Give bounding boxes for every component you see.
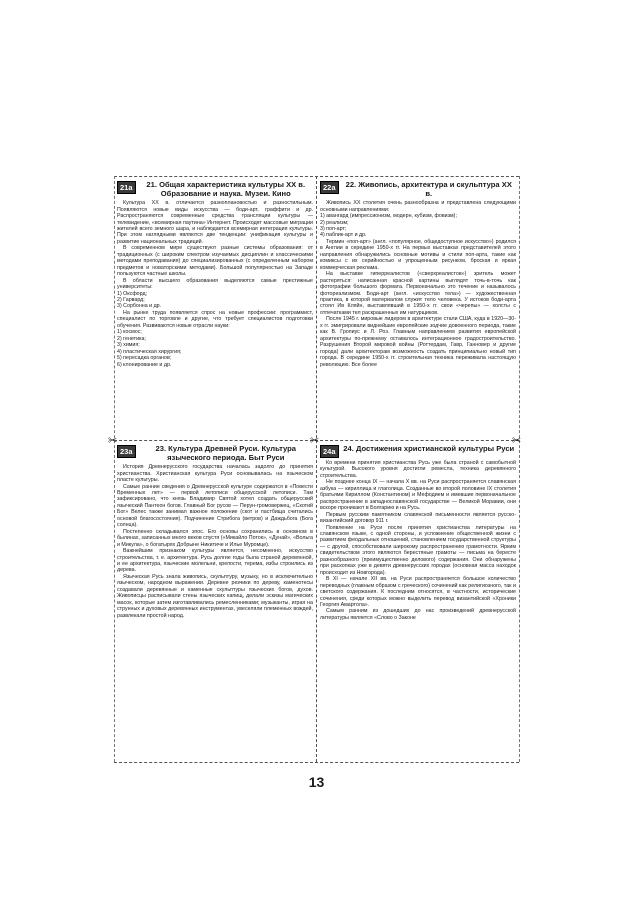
cut-line-bottom	[114, 762, 519, 763]
card-body	[320, 460, 516, 621]
paragraph: После 1945 г. мировые лидером в архитектуре стали США, куда в 1920—30-х гг. эмигрировали виднейшие европейские зодчие довоенного периода, такие как В. Гропиус и Л. Роэ. Главным направлением развития европейской архитектуры по-прежнему оставалось интеграционное градостроительство. Разрушения Второй мировой войны (Роттердам, Гавр, Ганновер и другие города) дали архитекторам возможность создать принципиально новый тип города. В середине 1950-х гг. строительная техника переживала настоящую революцию. Все более	[320, 316, 516, 368]
card-body	[117, 464, 313, 619]
cut-line-right	[519, 176, 520, 762]
card-header	[117, 445, 313, 462]
list-item: 1) Оксфорд;	[117, 290, 148, 297]
paragraph: Культура XX в. отличается разноплановостью и разностильным. Появляются новые виды искусства — боди-арт, граффити и др. Распространяются современные средства трансляции культуры — телевидение, «всемирная паутина» Интернет. Происходят массовые миграции жителей всего земного шара, и наблюдается всемирная интеграция культуры. При этом наглядными являются две тенденции: унификация культуры и развитие национальных традиций.	[117, 200, 313, 245]
paragraph: Живопись XX столетия очень разнообразна и представлена следующими основными направлениями:	[320, 200, 516, 213]
card-title: 21. Общая характеристика культуры XX в. Образование и наука. Музеи. Кино	[146, 181, 306, 198]
list-item: 4) пластическая хирургия;	[117, 348, 182, 355]
list-item: 4) паблик-арт и др.	[320, 232, 367, 239]
paragraph: Самым ранним из дошедших до нас произведений древнерусской литературы является «Слово о Законе	[320, 608, 516, 621]
paragraph: Термин «поп-арт» (англ. «популярное, общедоступное искусство») родился в Англии в середине 1950-х гг. На первых выставках представителей этого направления обнаружились основные мотивы и стили поп-арта, такие как комиксы с их серийностью и упрощенным рисунком, броская и яркая коммерческая реклама.	[320, 238, 516, 271]
list-item: 2) реализм;	[320, 219, 349, 226]
paragraph: Важнейшим признаком культуры является, несомненно, искусство строительства, т. е. архитектура. Русь долгие годы была страной деревянной, и ее архитектура, языческие молельни, крепости, терема, избы строились из дерева.	[117, 548, 313, 574]
card-number-badge: 24a	[320, 445, 339, 458]
paragraph: Не позднее конца IX — начала X вв. на Руси распространяется славянская азбука — кириллица и глаголица. Созданные во второй половине IX столетия братьями Кириллом (Константином) и Мефодием и имевшие первоначальное распространение в западнославянской государстве — Великой Моравии, они вскоре проникают в Болгарию и на Русь.	[320, 479, 516, 512]
card-header	[320, 445, 516, 458]
cut-line-left	[114, 176, 115, 762]
list-item: 1) космос;	[117, 329, 142, 336]
list-item: 2) Гарвард;	[117, 296, 145, 303]
list-item: 2) генетика;	[117, 335, 146, 342]
paragraph: Самые ранние сведения о Древнерусской культуре содержатся в «Повести Временных лет» — первой летописи общерусской летописи. Там зафиксировано, что князь Владимир Святой хотел создать общерусский языческий Пантеон богов. Главный Бог русов — Перун-громовержец, «Скотий Бог» Велес также занимал важное положение (скот и пастбища считались основой благосостояния). Подчинение Стрибога (ветров) и Даждьбога (Бога солнца).	[117, 483, 313, 529]
card-number-badge: 21a	[117, 181, 136, 194]
paragraph: На рынке труда появляется спрос на новые профессии: программист, специалист по торговле и другие, что требует специалистов подготовки обучения. Развиваются новые отрасли науки:	[117, 309, 313, 329]
paragraph: Появление на Руси после принятия христианства литературы на славянском языке, с одной стороны, и усложнение общественной жизни с развитием феодальных отношений, становлением государственной структуры — с другой, способствовали широкому распространению грамотности. Ярким свидетельством этого являются берестяные грамоты — письма на бересте разнообразного (преимущественно делового) содержания. Они обнаружены при раскопках уже в девяти древнерусских городах (основная масса находок происходит из Новгорода).	[320, 524, 516, 576]
card-body	[117, 200, 313, 368]
card-body	[320, 200, 516, 368]
list-item: 1) авангард (импрессионизм, модерн, кубизм, фовизм);	[320, 213, 457, 220]
paragraph: Ко времени принятия христианства Русь уже была страной с самобытной культурой. Высокого уровня достигли ремесла, техника деревянного строительства.	[320, 460, 516, 479]
paragraph: Языческая Русь знала живопись, скульптуру, музыку, но в исключительно языческом, народном выражении. Деревне резчики по дереву, каменотесы создавали деревянные и каменные скульптуры языческих богов, духов. Живописцы расписывали стены языческих капищ, делали эскизы магических масок, которые затем изготавливались ремесленниками; музыканты, играя на струнных и духовых деревянных инструментах, увеселяли племенных вождей, развлекали простой народ.	[117, 573, 313, 619]
list-item: 5) пересадка органов;	[117, 355, 172, 362]
card-22a	[320, 181, 516, 437]
card-21a	[117, 181, 313, 437]
card-header	[117, 181, 313, 198]
scissors-icon: ✂	[512, 434, 522, 447]
list-item: 3) поп-арт;	[320, 226, 347, 232]
book-page	[108, 176, 522, 856]
card-header	[320, 181, 516, 198]
list-item: 6) клонирование и др.	[117, 361, 172, 368]
paragraph: Первым русским памятником славянской письменности является русско-византийский договор 911 г.	[320, 511, 516, 525]
paragraph: В современном мире существуют разные системы образования: от традиционных (с широким спектром изучаемых дисциплин и классическими методами преподавания) до специализированных (с определенным набором предметов и новаторскими методами). Большой популярностью на Западе пользуются частные школы.	[117, 245, 313, 278]
list-item: 3) химия;	[117, 342, 140, 349]
scissors-icon: ✂	[108, 434, 118, 447]
card-24a	[320, 445, 516, 759]
paragraph: Постепенно складывался эпос. Его основы сохранились в основном в былинах, записанных много веков спустя («Микайло Поток», «Дунай», «Вольга и Микула», о богатырях Добрыне Никитиче и Илье Муромце).	[117, 528, 313, 548]
cut-line-vertical	[316, 176, 317, 762]
card-title: 23. Культура Древней Руси. Культура языческого периода. Быт Руси	[155, 445, 296, 462]
page-number: 13	[308, 774, 325, 790]
paragraph: В XI — начале XII вв. на Руси распространяется большое количество переводных (главным образом с греческого) сочинений как религиозного, так и светского содержания. К последним относятся, в частности, исторические сочинения, среди которых можно выделить перевод византийской «Хроники Георгия Амартола».	[320, 576, 516, 608]
card-title: 22. Живопись, архитектура и скульптура XX в.	[345, 181, 512, 198]
paragraph: История Древнерусского государства началась задолго до принятия христианства. Христианская культура Руси основывалась на языческом пласте культуры.	[117, 464, 313, 484]
card-23a	[117, 445, 313, 759]
scissors-icon: ✂	[310, 434, 320, 447]
card-number-badge: 22a	[320, 181, 339, 194]
card-number-badge: 23a	[117, 445, 136, 458]
card-title: 24. Достижения христианской культуры Руси	[343, 445, 515, 453]
list-item: 3) Сорбонна и др.	[117, 303, 162, 310]
paragraph: На выставке гиперреалистов («сверхреалистов») зритель может растеряться: написанная красной картины выглядят точь-в-точь как фотографии большого формата. Первоначально это течение и называлось фотореализмом. Боди-арт (англ. «искусство тела») — художественная практика, в которой материалом служит тело человека. У истоков боди-арта стоял Ив Кляйн, выставлявший в 1950-х гг. свои «черепы» — холсты с отпечатками тел раскрашенных им натурщиков.	[320, 271, 516, 316]
paragraph: В области высшего образования выделяются самые престижные университеты:	[117, 277, 313, 291]
